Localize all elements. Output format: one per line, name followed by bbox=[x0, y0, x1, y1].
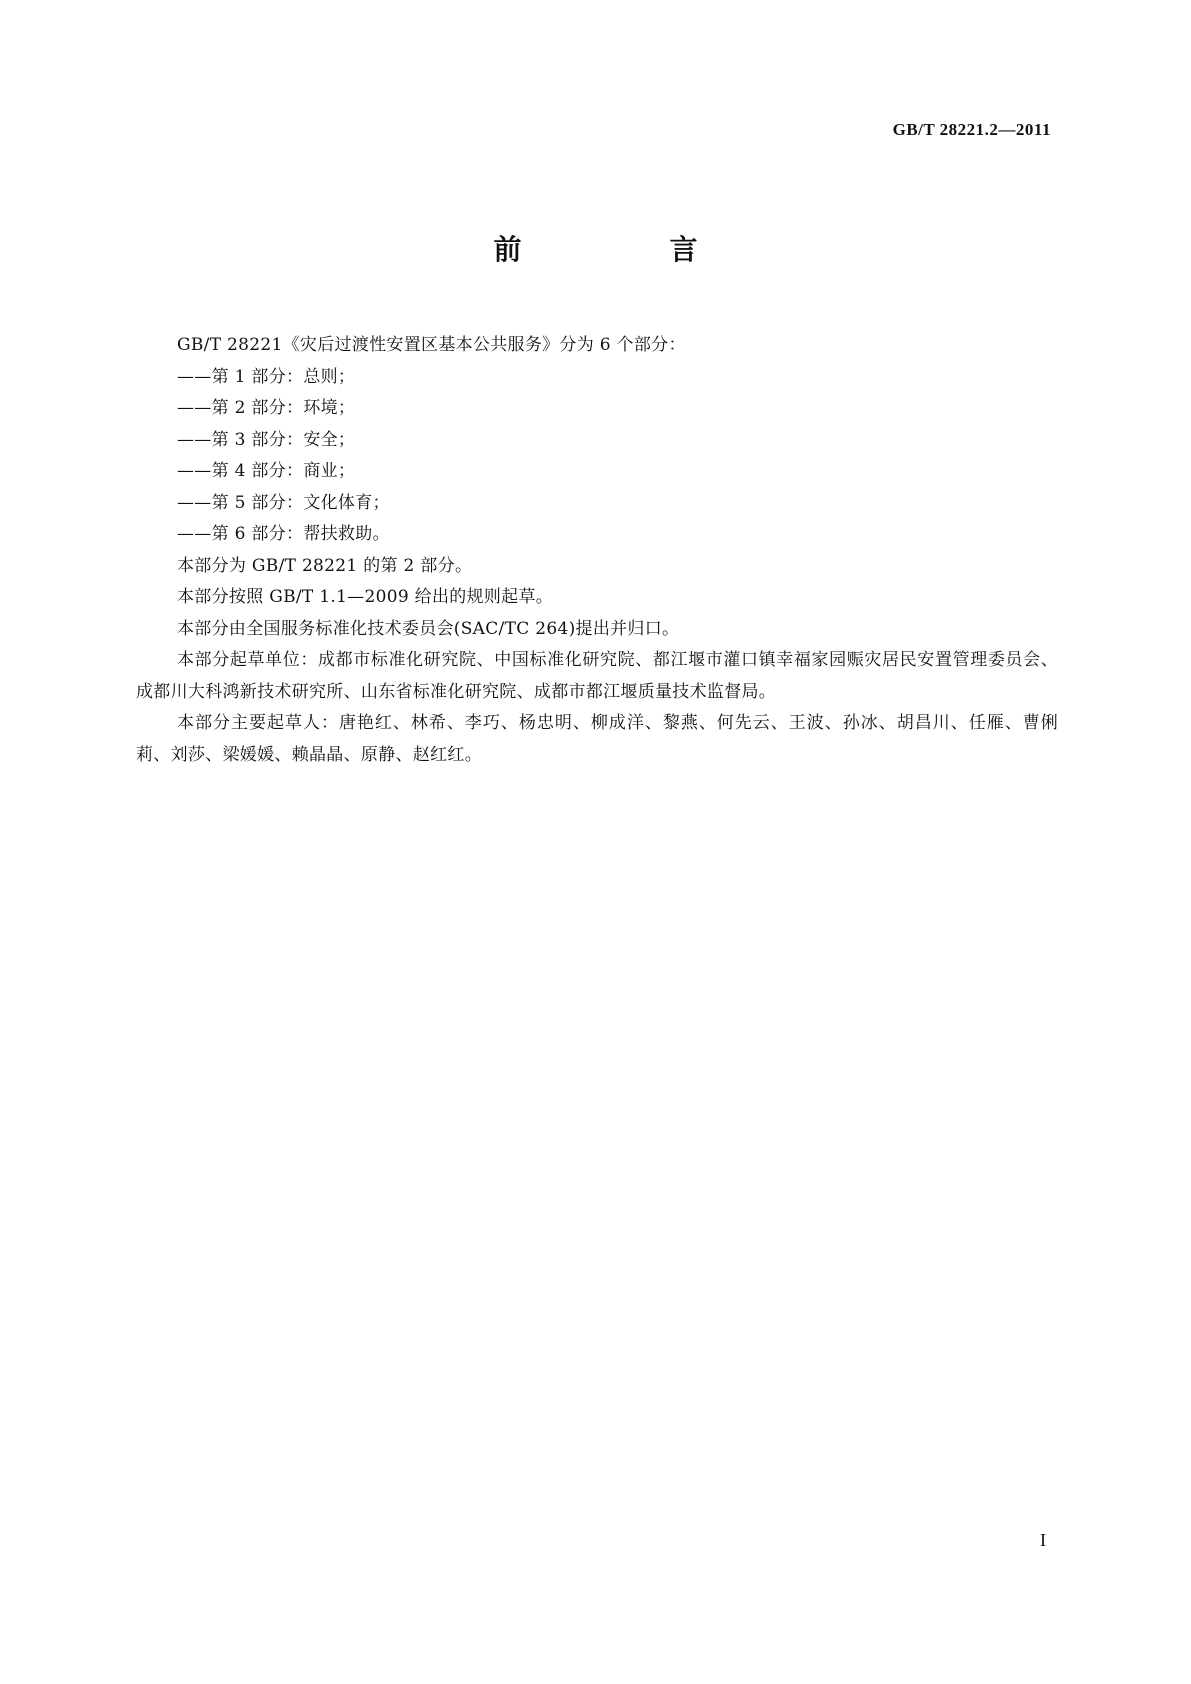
standard-number: GB/T 28221.2—2011 bbox=[892, 120, 1051, 139]
part-statement-paragraph: 本部分为 GB/T 28221 的第 2 部分。 bbox=[177, 555, 473, 576]
drafters-paragraph: 本部分主要起草人：唐艳红、林希、李巧、杨忠明、柳成洋、黎燕、何先云、王波、孙冰、胡昌川、任雁、曹俐莉、刘莎、梁媛媛、赖晶晶、原静、赵红红。 bbox=[136, 713, 1058, 765]
part-list-item: ——第 5 部分：文化体育； bbox=[177, 492, 390, 513]
drafting-units-paragraph: 本部分起草单位：成都市标准化研究院、中国标准化研究院、都江堰市灌口镇幸福家园赈灾居民安置管理委员会、成都川大科鸿新技术研究所、山东省标准化研究院、成都市都江堰质量技术监督局。 bbox=[136, 650, 1058, 702]
intro-paragraph: GB/T 28221《灾后过渡性安置区基本公共服务》分为 6 个部分： bbox=[177, 335, 686, 355]
part-list-item: ——第 3 部分：安全； bbox=[177, 429, 356, 450]
proposer-paragraph: 本部分由全国服务标准化技术委员会(SAC/TC 264)提出并归口。 bbox=[177, 618, 680, 639]
part-list-item: ——第 4 部分：商业； bbox=[177, 461, 356, 481]
page-number: I bbox=[1040, 1530, 1046, 1550]
page-title: 前 言 bbox=[493, 233, 758, 266]
foreword-body bbox=[136, 330, 1058, 771]
part-list-item: ——第 1 部分：总则； bbox=[177, 366, 356, 387]
part-list-item: ——第 6 部分：帮扶救助。 bbox=[177, 524, 390, 544]
drafting-rules-paragraph: 本部分按照 GB/T 1.1—2009 给出的规则起草。 bbox=[177, 587, 554, 607]
part-list-item: ——第 2 部分：环境； bbox=[177, 398, 356, 418]
